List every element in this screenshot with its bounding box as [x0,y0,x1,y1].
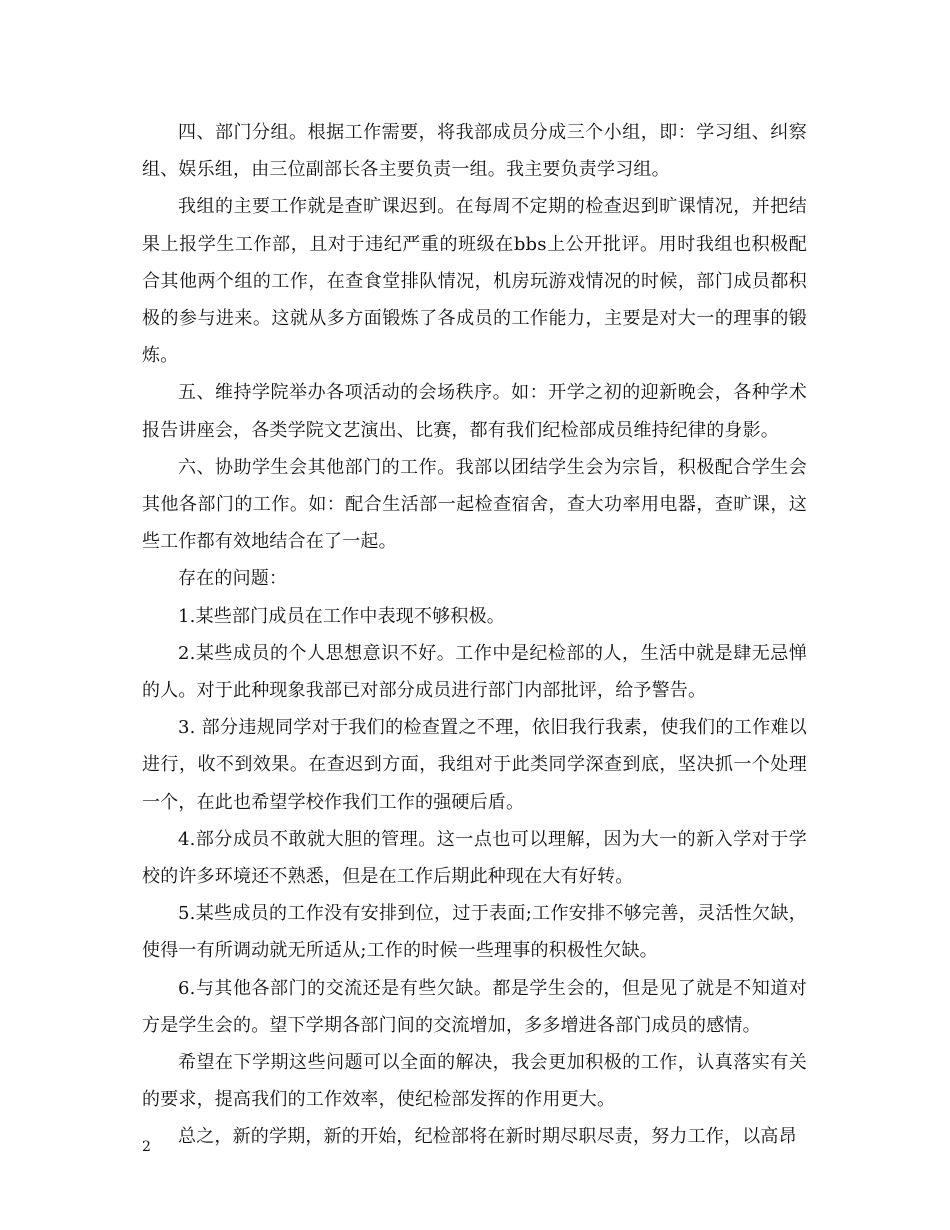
paragraph-problem-3: 3. 部分违规同学对于我们的检查置之不理，依旧我行我素，使我们的工作难以进行，收不到效果。在查迟到方面，我组对于此类同学深查到底，坚决抓一个处理一个，在此也希望学校作我们工作的强硬后盾。 [142,717,807,813]
paragraph-problem-5: 5.某些成员的工作没有安排到位，过于表面;工作安排不够完善，灵活性欠缺，使得一有所调动就无所适从;工作的时候一些理事的积极性欠缺。 [142,903,807,962]
paragraph-problems-heading: 存在的问题： [178,568,288,590]
paragraph-hope: 希望在下学期这些问题可以全面的解决，我会更加积极的工作，认真落实有关的要求，提高我们的工作效率，使纪检部发挥的作用更大。 [142,1052,807,1111]
paragraph-venue-order: 五、维持学院举办各项活动的会场秩序。如：开学之初的迎新晚会，各种学术报告讲座会，各类学院文艺演出、比赛，都有我们纪检部成员维持纪律的身影。 [142,382,807,441]
paragraph-problem-4: 4.部分成员不敢就大胆的管理。这一点也可以理解，因为大一的新入学对于学校的许多环境还不熟悉，但是在工作后期此种现在大有好转。 [142,828,807,888]
paragraph-problem-1: 1.某些部门成员在工作中表现不够积极。 [178,605,505,627]
paragraph-problem-6: 6.与其他各部门的交流还是有些欠缺。都是学生会的，但是见了就是不知道对方是学生会的。望下学期各部门间的交流增加，多多增进各部门成员的感情。 [142,977,807,1036]
document-body [142,114,807,1156]
paragraph-assist-departments: 六、协助学生会其他部门的工作。我部以团结学生会为宗旨，积极配合学生会其他各部门的工作。如：配合生活部一起检查宿舍，查大功率用电器，查旷课，这些工作都有效地结合在了一起。 [142,456,807,553]
paragraph-problem-2: 2.某些成员的个人思想意识不好。工作中是纪检部的人，生活中就是肆无忌惮的人。对于此种现象我部已对部分成员进行部门内部批评，给予警告。 [142,642,807,702]
page-number: 2 [142,1139,151,1155]
paragraph-study-group-work: 我组的主要工作就是查旷课迟到。在每周不定期的检查迟到旷课情况，并把结果上报学生工作部，且对于违纪严重的班级在bbs上公开批评。用时我组也积极配合其他两个组的工作，在查食堂排队情况，机房玩游戏情况的时候，部门成员都积极的参与进来。这就从多方面锻炼了各成员的工作能力，主要是对大一的理事的锻炼。 [142,196,807,367]
paragraph-conclusion: 总之，新的学期，新的开始，纪检部将在新时期尽职尽责，努力工作，以高昂 [178,1126,797,1148]
paragraph-department-groups: 四、部门分组。根据工作需要，将我部成员分成三个小组，即：学习组、纠察组、娱乐组，由三位副部长各主要负责一组。我主要负责学习组。 [142,122,807,181]
